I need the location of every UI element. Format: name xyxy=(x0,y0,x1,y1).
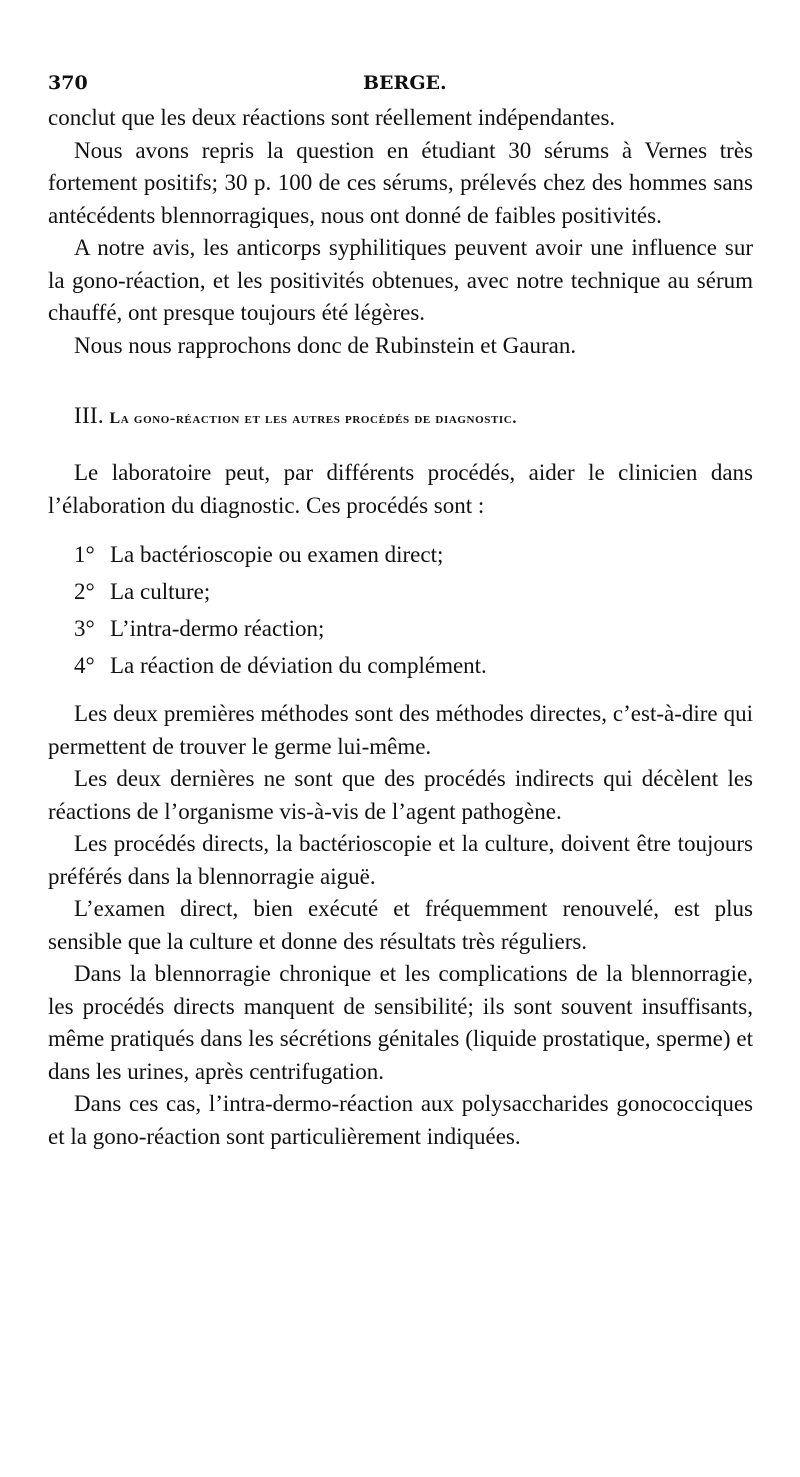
list-item-text: La culture; xyxy=(110,579,211,604)
paragraph: Nous nous rapprochons donc de Rubinstein et Gauran. xyxy=(74,332,577,358)
methods-list xyxy=(48,536,753,684)
paragraph: Nous avons repris la question en étudiant 30 sérums à Vernes très fortement positifs; 30 p. 100 de ces sérums, prélevés chez des hommes sans antécédents blennorragiques, nous ont donné de faibles positivités. xyxy=(48,137,753,228)
paragraph: L’examen direct, bien exécuté et fréquemment renouvelé, est plus sensible que la culture et donne des résultats très réguliers. xyxy=(48,896,753,954)
list-item xyxy=(48,647,753,684)
page-number: 370 xyxy=(48,72,88,94)
paragraph: Dans la blennorragie chronique et les complications de la blennorragie, les procédés directs manquent de sensibilité; ils sont souvent insuffisants, même pratiqués dans les sécrétions génitales (liquide prostatique, sperme) et dans les urines, après centrifugation. xyxy=(48,961,753,1084)
paragraph: Les deux dernières ne sont que des procédés indirects qui décèlent les réactions de l’organisme vis-à-vis de l’agent pathogène. xyxy=(48,766,753,824)
list-item-number: 3° xyxy=(74,616,95,641)
paragraph: Les deux premières méthodes sont des méthodes directes, c’est-à-dire qui permettent de trouver le germe lui-même. xyxy=(48,701,753,759)
section-number: III. xyxy=(74,403,104,428)
book-page xyxy=(48,72,753,1153)
list-item-text: L’intra-dermo réaction; xyxy=(110,616,325,641)
page-header xyxy=(48,72,753,94)
paragraph: Dans ces cas, l’intra-dermo-réaction aux polysaccharides gonococciques et la gono-réaction sont particulièrement indiquées. xyxy=(48,1091,753,1149)
paragraph: Les procédés directs, la bactérioscopie et la culture, doivent être toujours préférés dans la blennorragie aiguë. xyxy=(48,831,753,889)
intro-paragraph: Le laboratoire peut, par différents procédés, aider le clinicien dans l’élaboration du diagnostic. Ces procédés sont : xyxy=(48,460,753,518)
list-item-text: La réaction de déviation du complément. xyxy=(110,653,487,678)
section-title: La gono-réaction et les autres procédés de diagnostic. xyxy=(109,410,517,427)
paragraph: A notre avis, les anticorps syphilitiques peuvent avoir une influence sur la gono-réaction, et les positivités obtenues, avec notre technique au sérum chauffé, ont presque toujours été légères. xyxy=(48,235,753,325)
list-item-number: 2° xyxy=(74,579,95,604)
running-title: BERGE. xyxy=(363,72,447,94)
paragraph: conclut que les deux réactions sont réellement indépendantes. xyxy=(48,105,616,130)
list-item-number: 4° xyxy=(74,653,95,678)
list-item-text: La bactérioscopie ou examen direct; xyxy=(110,542,444,567)
list-item xyxy=(48,573,753,610)
list-item xyxy=(48,610,753,647)
list-item-number: 1° xyxy=(74,542,95,567)
section-heading xyxy=(74,400,753,435)
list-item xyxy=(48,536,753,573)
